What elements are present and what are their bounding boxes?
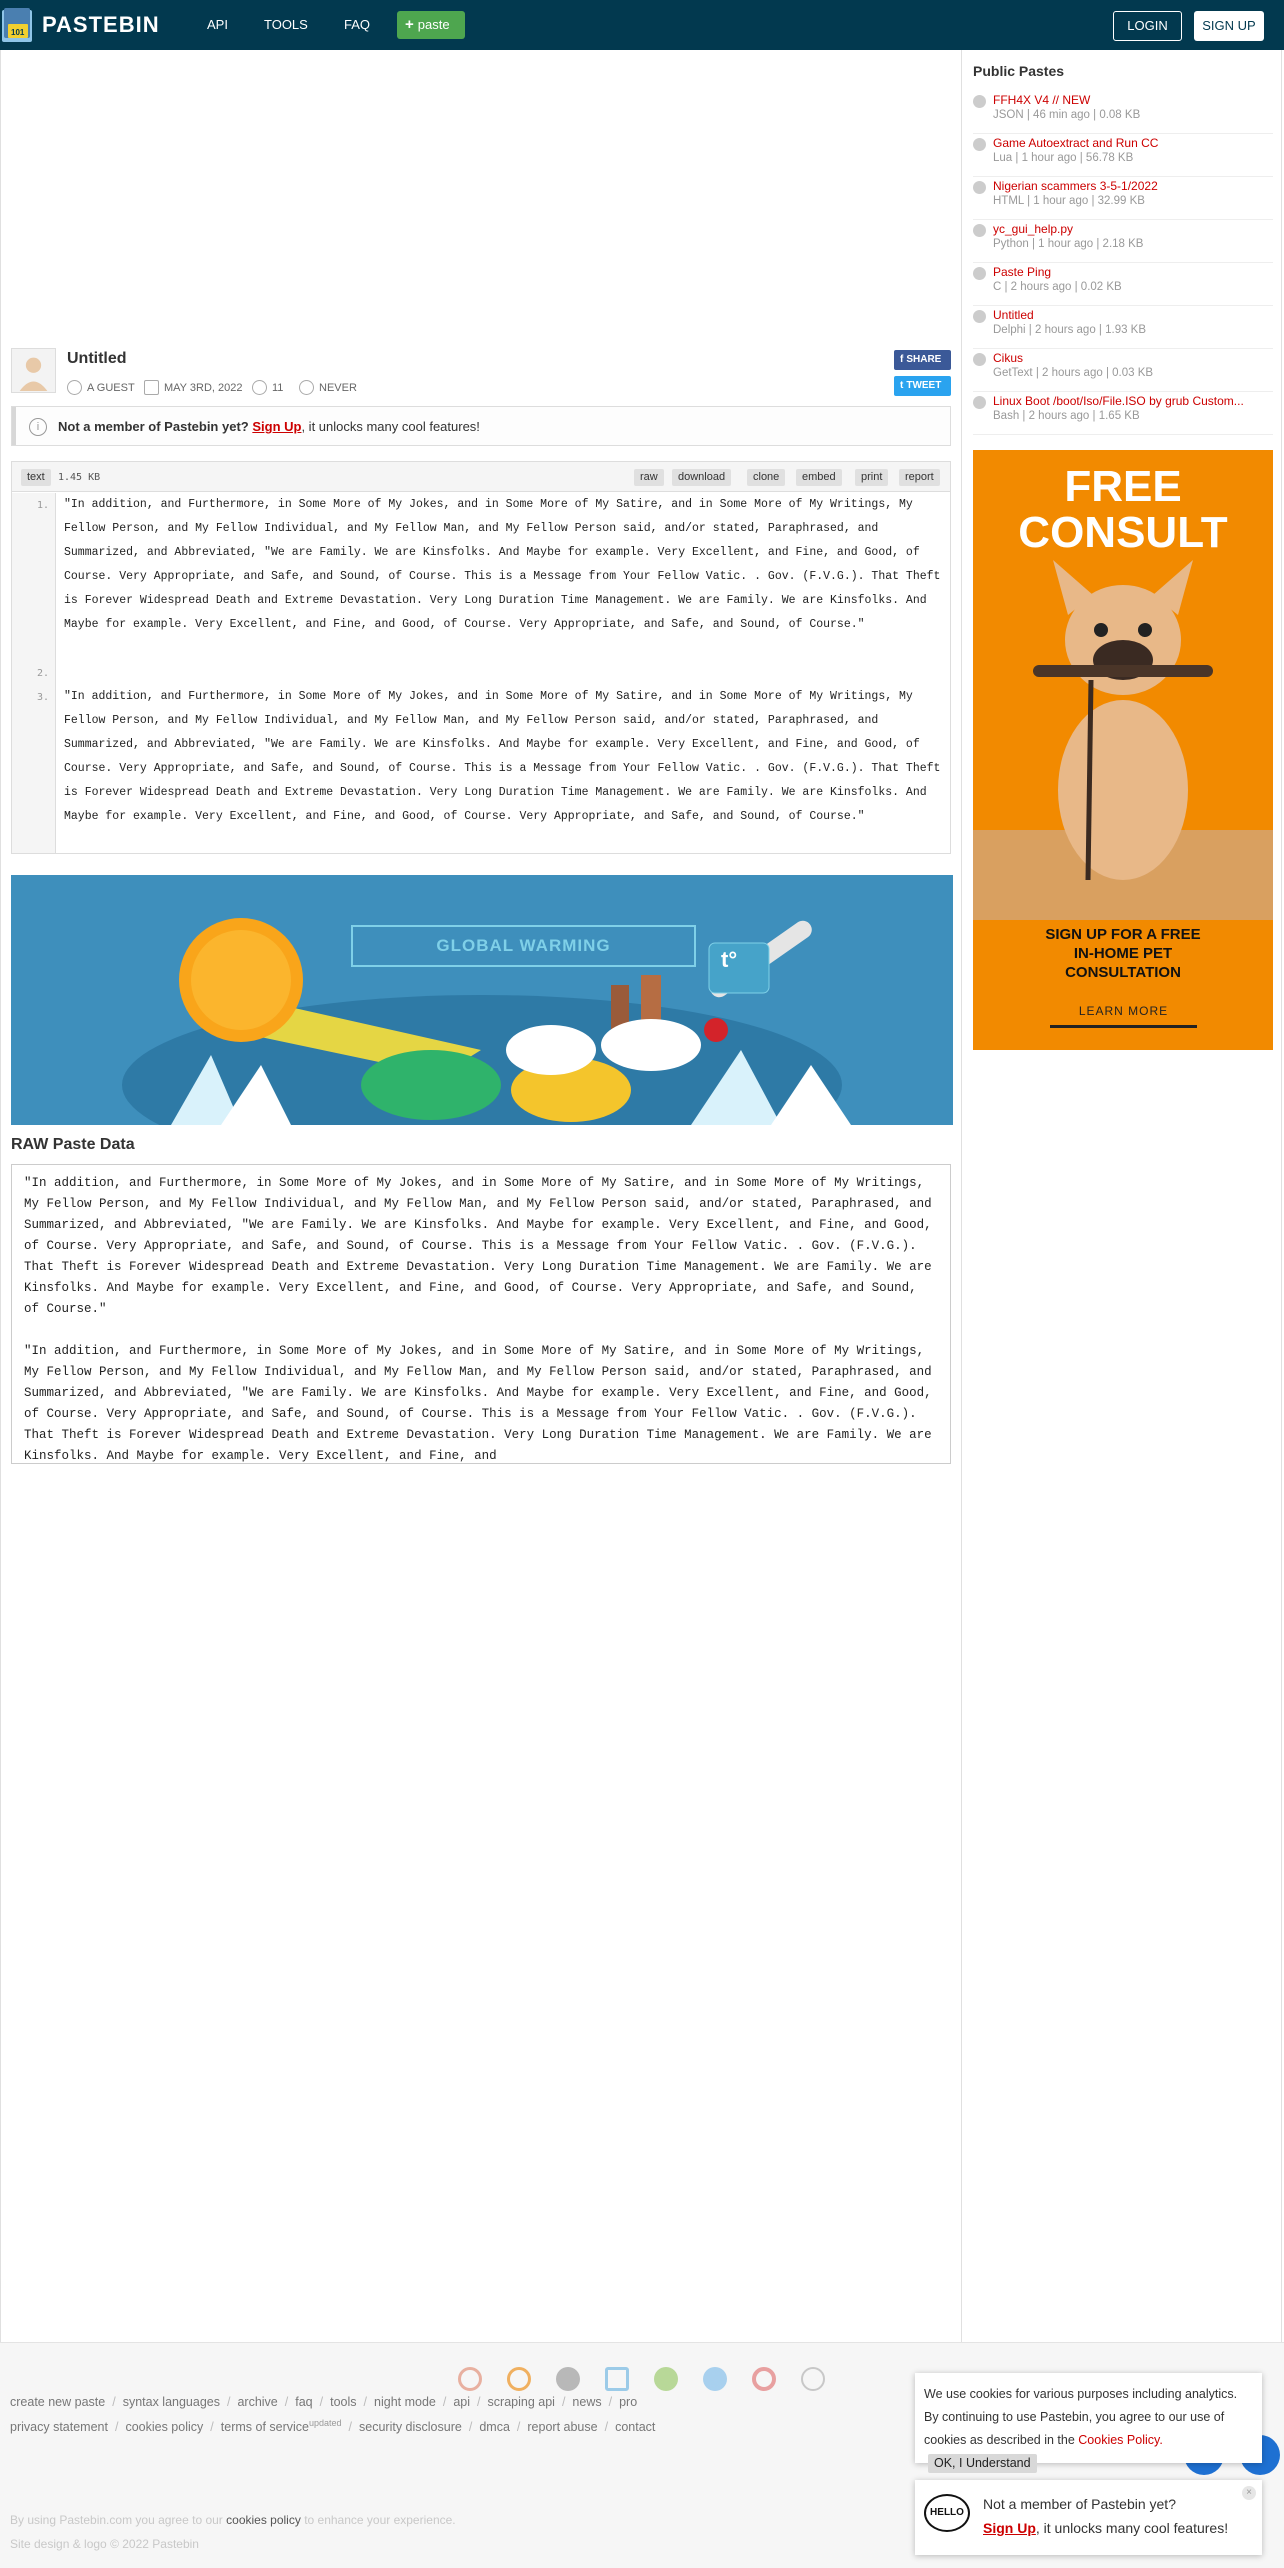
nav-api[interactable]: API (207, 17, 228, 32)
public-paste-meta: Lua | 1 hour ago | 56.78 KB (993, 152, 1134, 164)
chrome-icon[interactable] (458, 2367, 482, 2391)
cookies-note (10, 2513, 456, 2527)
clock-icon (299, 380, 314, 395)
public-paste-name[interactable]: Paste Ping (993, 265, 1052, 279)
public-paste-name[interactable]: yc_gui_help.py (993, 222, 1074, 236)
notice-signup-link[interactable]: Sign Up (252, 419, 302, 434)
ad-text-line: SIGN UP FOR A FREE (1045, 926, 1201, 943)
expiry-text: NEVER (319, 381, 357, 394)
calendar-icon (144, 380, 159, 395)
globe-icon (973, 396, 986, 409)
signup-button[interactable]: SIGN UP (1194, 11, 1264, 41)
public-paste-meta: JSON | 46 min ago | 0.08 KB (993, 109, 1141, 121)
global-warming-illustration (11, 875, 953, 1125)
report-button[interactable]: report (899, 469, 940, 486)
public-paste-item[interactable] (973, 91, 1273, 134)
footer-link[interactable]: dmca (479, 2420, 510, 2435)
pet-consult-side-ad[interactable] (973, 450, 1273, 1050)
line-number: 3. (36, 692, 49, 703)
raw-paste-title: RAW Paste Data (11, 1136, 135, 1153)
notice-text (58, 419, 480, 434)
footer-links-secondary: privacy statement / cookies policy / terms of service$^{updated}$ / security disclosure / dmca / report abuse / contact (10, 2418, 656, 2435)
globe-icon (973, 224, 986, 237)
cookie-consent-popup (915, 2373, 1262, 2470)
tweet-label: TWEET (906, 380, 942, 391)
syntax-language-badge[interactable]: text (21, 469, 51, 486)
footer-link[interactable]: terms of service (220, 2420, 309, 2435)
raw-paragraph: "In addition, and Furthermore, in Some More of My Jokes, and in Some More of My Satire, and in Some More of My Writings, My Fellow Person, and My Fellow Individual, and My Fellow Man, and My Fellow Person said, and/or stated, Paraphrased, and Summarized, and Abbreviated, "We are Family. We are Kinsfolks. And Maybe for example. Very Excellent, and Fine, and Good, of Course. Very Appropriate, and Safe, and Sound, of Course. This is a Message from Your Fellow Vatic. . Gov. (F.V.G.). That Theft is Forever Widespread Death and Extreme Devastation. Very Long Duration Time Management. We are Family. We are Kinsfolks. And Maybe for example. Very Excellent, and Fine, and (24, 1344, 940, 1463)
raw-paste-textarea[interactable] (11, 1164, 951, 1464)
global-warming-banner-ad[interactable] (11, 875, 953, 1125)
download-button[interactable]: download (672, 469, 731, 486)
plus-icon: + (405, 16, 414, 33)
line-number-gutter (12, 493, 56, 853)
footer-link[interactable]: night mode (374, 2395, 436, 2409)
cookie-text (924, 2383, 1254, 2475)
footer-link[interactable]: privacy statement (10, 2420, 108, 2435)
ad-text (973, 925, 1273, 982)
ios-icon[interactable] (556, 2367, 580, 2391)
learn-more-button[interactable]: LEARN MORE (1050, 994, 1197, 1028)
public-paste-meta: C | 2 hours ago | 0.02 KB (993, 281, 1122, 293)
footer-link[interactable]: security disclosure (359, 2420, 462, 2435)
ad-text-line: CONSULTATION (1065, 964, 1181, 981)
facebook-icon: f (900, 354, 904, 365)
paste-size: 1.45 KB (58, 472, 101, 483)
footer-link[interactable]: api (453, 2395, 471, 2409)
notice-prefix: Not a member of Pastebin yet? (58, 419, 249, 434)
code-toolbar (12, 462, 950, 492)
sidebar-border (1281, 50, 1282, 2342)
eye-icon (252, 380, 267, 395)
paste-code-box (11, 461, 951, 854)
user-icon (67, 380, 82, 395)
author-name: A GUEST (87, 381, 135, 394)
paste-date (144, 380, 242, 395)
cookies-policy-link[interactable]: cookies policy (226, 2513, 301, 2527)
pastebin-logo-icon[interactable] (0, 6, 36, 44)
paste-author[interactable] (67, 380, 135, 395)
date-text: MAY 3RD, 2022 (164, 381, 243, 394)
globe-icon (973, 138, 986, 151)
footer-link[interactable]: archive (237, 2395, 278, 2409)
raw-button[interactable]: raw (634, 469, 664, 486)
opera-icon[interactable] (752, 2367, 776, 2391)
thermo-label: t° (721, 947, 738, 972)
footer-link[interactable]: faq (295, 2395, 313, 2409)
public-pastes-title: Public Pastes (973, 63, 1065, 79)
windows-icon[interactable] (605, 2367, 629, 2391)
public-paste-item[interactable] (973, 134, 1273, 177)
paste-expiry (299, 380, 357, 395)
share-label: SHARE (906, 354, 942, 365)
public-paste-name[interactable]: Untitled (993, 308, 1034, 322)
firefox-icon[interactable] (507, 2367, 531, 2391)
line-number: 2. (36, 668, 49, 679)
public-paste-meta: Delphi | 2 hours ago | 1.93 KB (993, 324, 1147, 336)
footer-link[interactable]: pro (619, 2395, 638, 2409)
globe-icon (973, 95, 986, 108)
embed-button[interactable]: embed (796, 469, 842, 486)
public-paste-meta: HTML | 1 hour ago | 32.99 KB (993, 195, 1145, 207)
guest-avatar (11, 348, 56, 393)
macos-icon[interactable] (703, 2367, 727, 2391)
footer-link[interactable]: report abuse (527, 2420, 598, 2435)
top-header (0, 0, 1284, 50)
public-paste-name[interactable]: Nigerian scammers 3-5-1/2022 (993, 179, 1158, 193)
android-icon[interactable] (654, 2367, 678, 2391)
paste-title: Untitled (67, 350, 127, 367)
copyright: Site design & logo © 2022 Pastebin (10, 2537, 199, 2551)
tweet-button[interactable] (894, 376, 951, 396)
popup-signup-link[interactable]: Sign Up (983, 2520, 1036, 2536)
note-prefix: By using Pastebin.com you agree to our (10, 2513, 223, 2527)
public-paste-item[interactable] (973, 263, 1273, 306)
paste-label: paste (417, 17, 450, 32)
footer-link[interactable]: scraping api (487, 2395, 555, 2409)
line-number: 1. (36, 500, 49, 511)
public-paste-item[interactable] (973, 392, 1273, 435)
svg-text:101: 101 (11, 28, 25, 37)
notice-suffix: , it unlocks many cool features! (301, 419, 480, 434)
globe-icon (973, 310, 986, 323)
login-button[interactable]: LOGIN (1113, 11, 1182, 41)
twitter-icon: t (900, 380, 904, 391)
public-paste-meta: Bash | 2 hours ago | 1.65 KB (993, 410, 1140, 422)
clone-button[interactable]: clone (747, 469, 785, 486)
cookie-message: We use cookies for various purposes including analytics. By continuing to use Pastebin, you agree to our use of cookies as described in the (924, 2387, 1238, 2447)
updated-badge: updated (308, 2418, 342, 2428)
footer-link[interactable]: cookies policy (125, 2420, 204, 2435)
public-paste-item[interactable] (973, 220, 1273, 263)
print-button[interactable]: print (855, 469, 888, 486)
cookie-policy-link[interactable]: Cookies Policy. (1078, 2433, 1163, 2447)
ad-headline-line: FREE (1064, 462, 1182, 511)
raw-paragraph: "In addition, and Furthermore, in Some More of My Jokes, and in Some More of My Satire, and in Some More of My Writings, My Fellow Person, and My Fellow Individual, and My Fellow Man, and My Fellow Person said, and/or stated, Paraphrased, and Summarized, and Abbreviated, "We are Family. We are Kinsfolks. And Maybe for example. Very Excellent, and Fine, and Good, of Course. Very Appropriate, and Safe, and Sound, of Course. This is a Message from Your Fellow Vatic. . Gov. (F.V.G.). That Theft is Forever Widespread Death and Extreme Devastation. Very Long Duration Time Management. We are Family. We are Kinsfolks. And Maybe for example. Very Excellent, and Fine, and Good, of Course. Very Appropriate, and Safe, and Sound, of Course." (24, 1176, 940, 1316)
ad-headline (973, 464, 1273, 556)
ad-text-line: IN-HOME PET (1073, 945, 1173, 962)
views-count: 11 (272, 381, 284, 394)
code-line: "In addition, and Furthermore, in Some More of My Jokes, and in Some More of My Satire, and in Some More of My Writings, My Fellow Person, and My Fellow Individual, and My Fellow Man, and My Fellow Person said, and/or stated, Paraphrased, and Summarized, and Abbreviated, "We are Family. We are Kinsfolks. And Maybe for example. Very Excellent, and Fine, and Good, of Course. Very Appropriate, and Safe, and Sound, of Course. This is a Message from Your Fellow Vatic. . Gov. (F.V.G.). That Theft is Forever Widespread Death and Extreme Devastation. Very Long Duration Time Management. We are Family. We are Kinsfolks. And Maybe for example. Very Excellent, and Fine, and Good, of Course. Very Appropriate, and Safe, and Sound, of Course." (64, 690, 948, 823)
paste-views (252, 380, 283, 395)
info-icon: i (29, 418, 47, 436)
banner-label: GLOBAL WARMING (351, 925, 696, 967)
unix-icon[interactable] (801, 2367, 825, 2391)
public-paste-item[interactable] (973, 306, 1273, 349)
public-paste-item[interactable] (973, 349, 1273, 392)
ad-headline-line: CONSULT (1018, 508, 1228, 557)
signup-popup (915, 2480, 1262, 2555)
footer-link[interactable]: create new paste (10, 2395, 106, 2409)
nav-tools[interactable]: TOOLS (264, 17, 308, 32)
popup-signup-text (983, 2520, 1228, 2536)
logo-text[interactable]: PASTEBIN (42, 12, 160, 37)
footer-link[interactable]: tools (330, 2395, 357, 2409)
public-paste-meta: Python | 1 hour ago | 2.18 KB (993, 238, 1144, 250)
nav-faq[interactable]: FAQ (344, 17, 371, 32)
dog-illustration (973, 560, 1273, 920)
code-line: "In addition, and Furthermore, in Some More of My Jokes, and in Some More of My Satire, and in Some More of My Writings, My Fellow Person, and My Fellow Individual, and My Fellow Man, and My Fellow Person said, and/or stated, Paraphrased, and Summarized, and Abbreviated, "We are Family. We are Kinsfolks. And Maybe for example. Very Excellent, and Fine, and Good, of Course. Very Appropriate, and Safe, and Sound, of Course. This is a Message from Your Fellow Vatic. . Gov. (F.V.G.). That Theft is Forever Widespread Death and Extreme Devastation. Very Long Duration Time Management. We are Family. We are Kinsfolks. And Maybe for example. Very Excellent, and Fine, and Good, of Course. Very Appropriate, and Safe, and Sound, of Course." (64, 498, 948, 631)
public-paste-name[interactable]: Game Autoextract and Run CC (993, 136, 1159, 150)
facebook-share-button[interactable] (894, 350, 951, 370)
notice-accent (12, 407, 16, 445)
footer-links-primary: create new paste / syntax languages / archive / faq / tools / night mode / api / scraping api / news / pro (10, 2395, 638, 2409)
note-suffix: to enhance your experience. (304, 2513, 456, 2527)
public-paste-meta: GetText | 2 hours ago | 0.03 KB (993, 367, 1154, 379)
new-paste-button[interactable] (397, 11, 465, 39)
globe-icon (973, 353, 986, 366)
footer-link[interactable]: syntax languages (122, 2395, 220, 2409)
popup-heading: Not a member of Pastebin yet? (983, 2496, 1176, 2512)
member-notice (11, 406, 951, 446)
public-paste-name[interactable]: FFH4X V4 // NEW (993, 93, 1091, 107)
footer-link[interactable]: news (572, 2395, 602, 2409)
close-icon[interactable]: × (1242, 2486, 1256, 2500)
hello-speech-bubble-icon: HELLO (924, 2494, 970, 2532)
popup-suffix: , it unlocks many cool features! (1035, 2520, 1229, 2536)
public-paste-name[interactable]: Linux Boot /boot/Iso/File.ISO by grub Custom... (993, 394, 1244, 408)
public-paste-item[interactable] (973, 177, 1273, 220)
public-paste-name[interactable]: Cikus (993, 351, 1024, 365)
globe-icon (973, 181, 986, 194)
globe-icon (973, 267, 986, 280)
cookie-ok-button[interactable]: OK, I Understand (928, 2454, 1037, 2473)
footer-link[interactable]: contact (615, 2420, 656, 2435)
